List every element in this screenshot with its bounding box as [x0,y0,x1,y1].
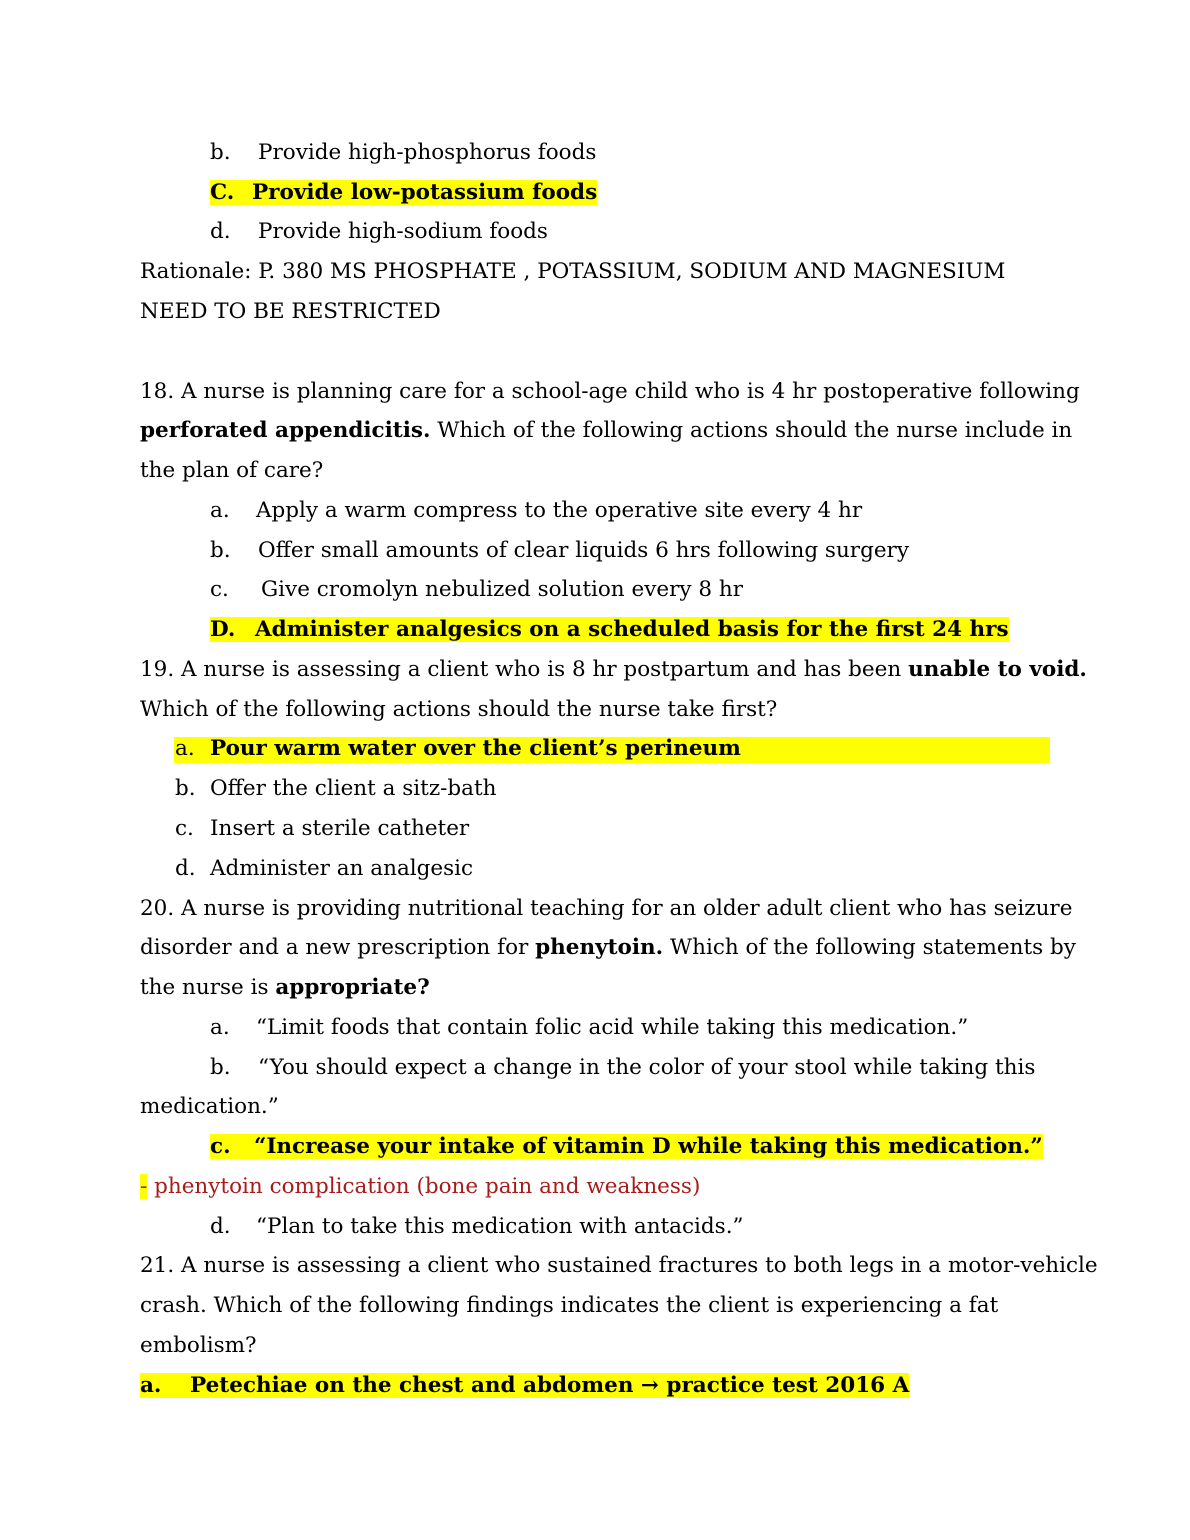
q19-option-c [175,815,469,843]
option-label: a. [210,1015,230,1040]
option-label: b. [175,776,196,801]
stem-bold: perforated appendicitis. [140,418,431,443]
option-text: “Increase your intake of vitamin D while taking this medication.” [254,1134,1043,1159]
option-text: Administer an analgesic [210,856,474,881]
option-text: Offer small amounts of clear liquids 6 hrs following surgery [258,538,909,563]
option-text: Apply a warm compress to the operative site every 4 hr [256,498,863,523]
q20-option-d [210,1213,744,1241]
q20-stem-line1: 20. A nurse is providing nutritional teaching for an older adult client who has seizure [140,896,1073,921]
option-text: Petechiae on the chest and abdomen → practice test 2016 A [190,1373,910,1398]
q20-option-b [210,1054,1035,1082]
option-text: Provide high-sodium foods [258,219,548,244]
q18-option-c [210,576,743,604]
option-label: a. [175,736,195,761]
q20-option-b-cont: medication.” [140,1094,279,1119]
q17-option-b [210,139,596,167]
note-dash: - [140,1174,148,1199]
option-label: c. [210,1134,231,1159]
stem-text: disorder and a new prescription for [140,935,536,960]
option-text: Provide high-phosphorus foods [258,140,597,165]
note-text: phenytoin complication (bone pain and weakness) [147,1174,701,1199]
stem-text: Which of the following statements by [663,935,1076,960]
q17-option-d [210,218,548,246]
option-text: Offer the client a sitz-bath [210,776,497,801]
q21-stem-line1: 21. A nurse is assessing a client who sustained fractures to both legs in a motor-vehicle [140,1253,1098,1278]
option-label: a. [210,498,230,523]
q17-option-c-answer [210,179,597,207]
q21-stem-line3: embolism? [140,1333,257,1358]
q17-rationale-line1: Rationale: P. 380 MS PHOSPHATE , POTASSIUM, SODIUM AND MAGNESIUM [140,259,1006,284]
q19-stem-line1 [140,656,1087,684]
option-label: b. [210,1055,231,1080]
option-text: Pour warm water over the client’s perineum [210,736,741,761]
q18-option-a [210,497,862,525]
q18-option-d-answer [210,616,1009,644]
option-text: Give cromolyn nebulized solution every 8 hr [261,577,743,602]
stem-bold: appropriate? [275,975,430,1000]
option-text: “You should expect a change in the color of your stool while taking this [258,1055,1036,1080]
option-text: “Plan to take this medication with antacids.” [256,1214,744,1239]
stem-bold: phenytoin. [535,935,664,960]
option-label: c. [175,816,194,841]
stem-text: 19. A nurse is assessing a client who is 8 hr postpartum and has been [140,657,909,682]
q18-stem-line2 [140,417,1072,445]
option-label: b. [210,140,231,165]
option-label: a. [140,1373,162,1398]
q20-option-a [210,1014,968,1042]
option-label: d. [175,856,196,881]
option-label: d. [210,1214,231,1239]
option-text: Provide low-potassium foods [252,180,598,205]
q18-stem-line3: the plan of care? [140,458,324,483]
q17-rationale-line2: NEED TO BE RESTRICTED [140,299,441,324]
q18-option-b [210,537,909,565]
q19-stem-line2: Which of the following actions should the nurse take first? [140,697,778,722]
q20-stem-line2 [140,934,1076,962]
q20-stem-line3 [140,974,430,1002]
stem-rest: Which of the following actions should the nurse include in [430,418,1073,443]
q19-option-a-answer [175,735,741,763]
option-text: Administer analgesics on a scheduled basis for the first 24 hrs [255,617,1009,642]
stem-bold: unable to void. [908,657,1087,682]
option-label: d. [210,219,231,244]
option-text: “Limit foods that contain folic acid while taking this medication.” [256,1015,969,1040]
option-label: C. [210,180,235,205]
q21-stem-line2: crash. Which of the following findings indicates the client is experiencing a fat [140,1293,999,1318]
q18-stem-line1: 18. A nurse is planning care for a school-age child who is 4 hr postoperative following [140,379,1080,404]
option-label: c. [210,577,229,602]
stem-text: the nurse is [140,975,276,1000]
q19-option-b [175,775,496,803]
q21-option-a-answer [140,1372,909,1400]
q19-option-d [175,855,473,883]
option-label: b. [210,538,231,563]
q20-note [140,1173,700,1201]
option-text: Insert a sterile catheter [210,816,470,841]
option-label: D. [210,617,236,642]
q20-option-c-answer [210,1133,1043,1161]
